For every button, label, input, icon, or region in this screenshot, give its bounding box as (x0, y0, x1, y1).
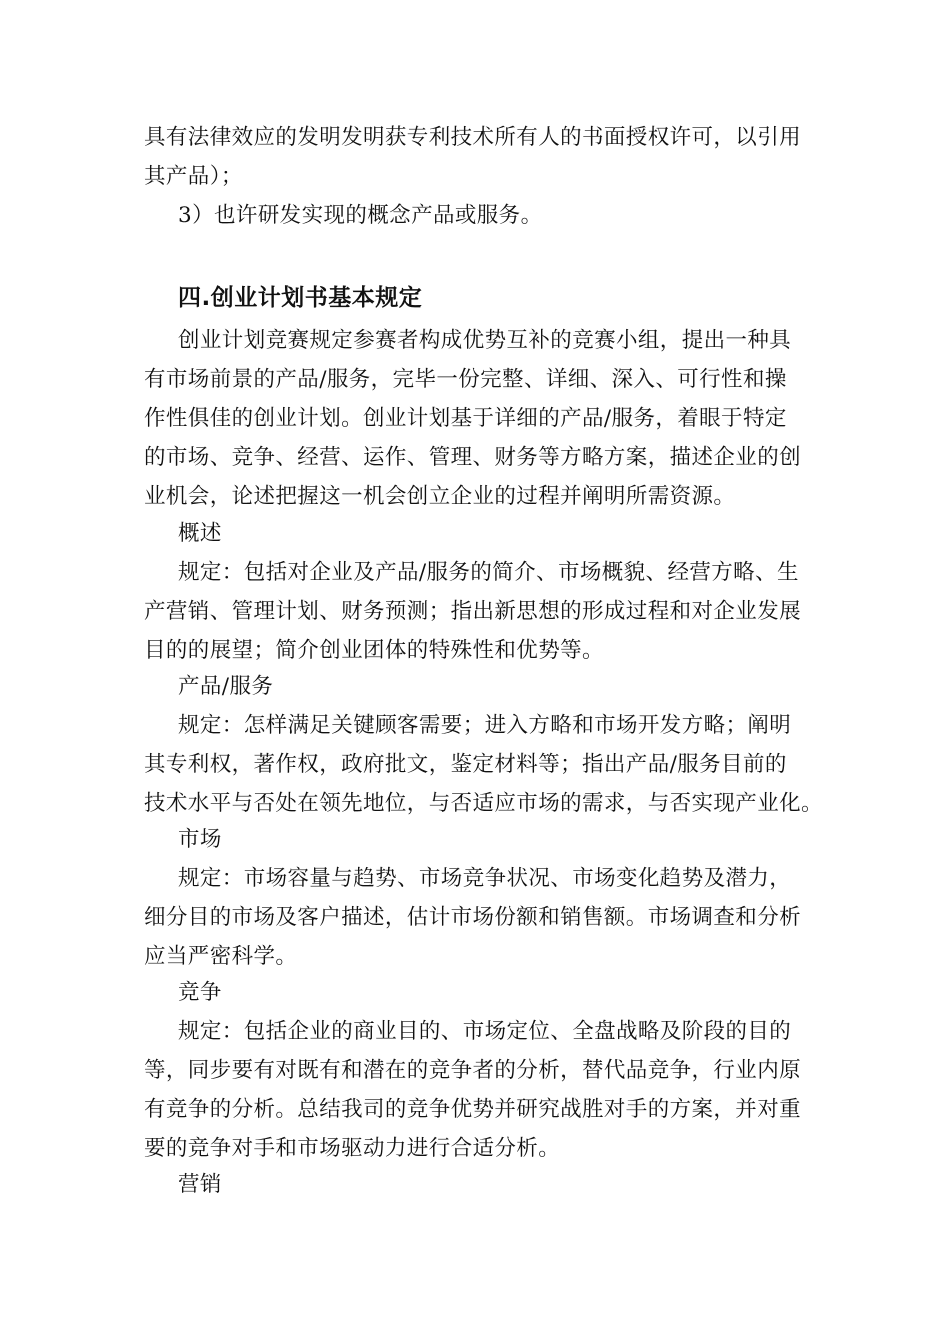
section-para-line-5: 业机会，论述把握这一机会创立企业的过程并阐明所需资源。 (144, 484, 736, 509)
competition-line-4: 要的竞争对手和市场驱动力进行合适分析。 (144, 1136, 561, 1161)
overview-line-1: 规定：包括对企业及产品/服务的简介、市场概貌、经营方略、生 (178, 560, 799, 585)
marketing-title: 营销 (178, 1172, 222, 1197)
competition-title: 竞争 (178, 980, 222, 1005)
overview-line-3: 目的的展望；简介创业团体的特殊性和优势等。 (144, 638, 604, 663)
intro-line-1: 具有法律效应的发明发明获专利技术所有人的书面授权许可，以引用 (144, 125, 802, 150)
intro-line-2: 其产品）； (144, 164, 243, 189)
product-title: 产品/服务 (178, 674, 274, 699)
section-para-line-2: 有市场前景的产品/服务，完毕一份完整、详细、深入、可行性和操 (144, 367, 787, 392)
product-line-2: 其专利权，著作权，政府批文，鉴定材料等；指出产品/服务目前的 (144, 752, 787, 777)
competition-line-2: 等，同步要有对既有和潜在的竞争者的分析，替代品竞争，行业内原 (144, 1058, 802, 1083)
section-heading: 四.创业计划书基本规定 (178, 285, 423, 311)
intro-line-3: 3）也许研发实现的概念产品或服务。 (178, 203, 543, 228)
product-line-1: 规定：怎样满足关键顾客需要；进入方略和市场开发方略；阐明 (178, 713, 792, 738)
overview-title: 概述 (178, 521, 222, 546)
market-title: 市场 (178, 827, 222, 852)
market-line-3: 应当严密科学。 (144, 944, 298, 969)
overview-line-2: 产营销、管理计划、财务预测；指出新思想的形成过程和对企业发展 (144, 599, 802, 624)
section-para-line-3: 作性俱佳的创业计划。创业计划基于详细的产品/服务，着眼于特定 (144, 406, 787, 431)
section-para-line-4: 的市场、竞争、经营、运作、管理、财务等方略方案，描述企业的创 (144, 445, 802, 470)
competition-line-1: 规定：包括企业的商业目的、市场定位、全盘战略及阶段的目的 (178, 1019, 792, 1044)
market-line-1: 规定：市场容量与趋势、市场竞争状况、市场变化趋势及潜力， (178, 866, 792, 891)
market-line-2: 细分目的市场及客户描述，估计市场份额和销售额。市场调查和分析 (144, 905, 802, 930)
product-line-3: 技术水平与否处在领先地位，与否适应市场的需求，与否实现产业化。 (144, 791, 823, 816)
competition-line-3: 有竞争的分析。总结我司的竞争优势并研究战胜对手的方案，并对重 (144, 1097, 802, 1122)
section-para-line-1: 创业计划竞赛规定参赛者构成优势互补的竞赛小组，提出一种具 (178, 328, 792, 353)
